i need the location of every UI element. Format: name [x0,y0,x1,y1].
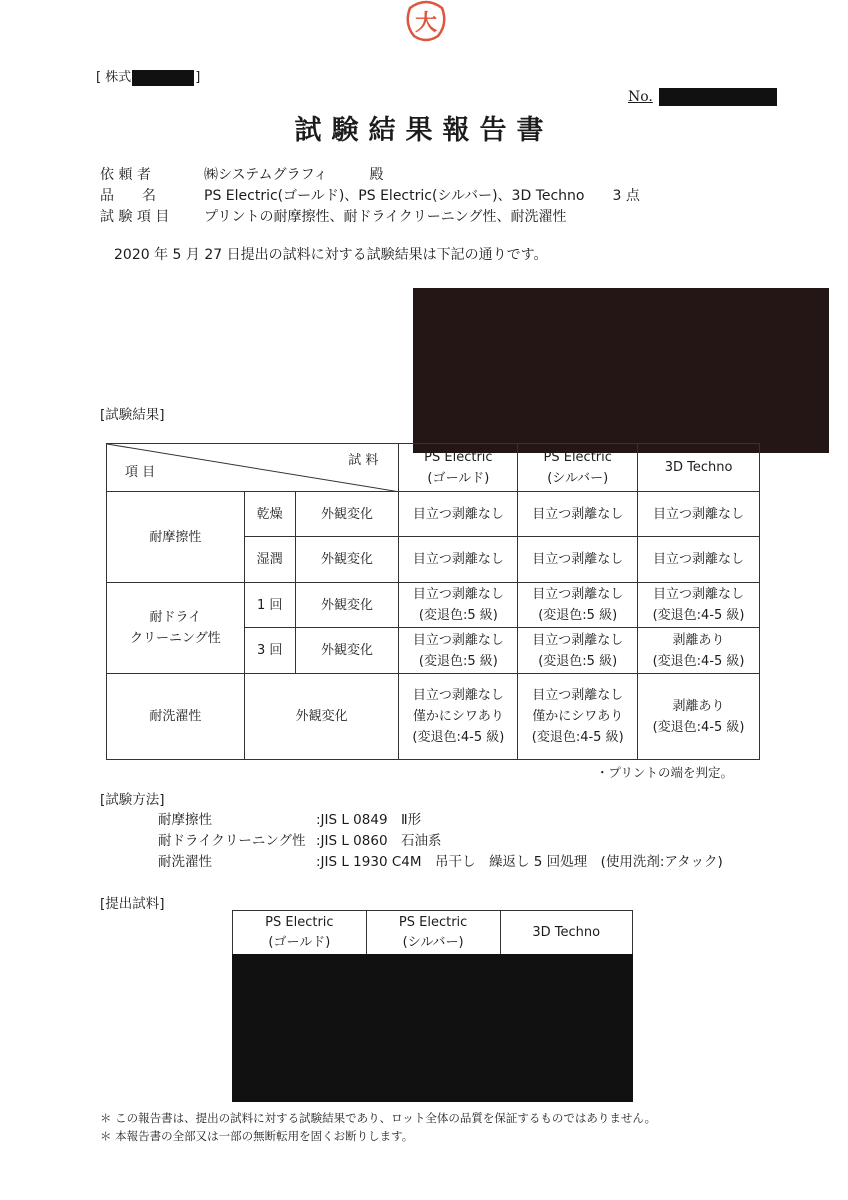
check-cell: 外観変化 [295,492,399,537]
result-cell: 目立つ剥離なし [399,537,518,583]
methods-heading: [試験方法] [100,792,165,808]
sample-header: PS Electric (シルバー) [366,911,500,956]
samples-heading: [提出試料] [100,896,165,912]
result-cell: 剥離あり (変退色:4-5 級) [638,674,760,760]
category-abrasion: 耐摩擦性 [107,492,245,583]
intro-text: 2020 年 5 月 27 日提出の試料に対する試験結果は下記の通りです。 [114,247,548,263]
results-heading: [試験結果] [100,407,165,423]
redaction-block [232,954,633,1102]
sample-header: 3D Techno [500,911,633,956]
redaction-block [132,70,194,86]
result-cell: 目立つ剥離なし [518,492,638,537]
table-note: ・プリントの端を判定。 [596,765,734,780]
result-cell: 目立つ剥離なし 僅かにシワあり (変退色:4-5 級) [518,674,638,760]
company-seal [404,0,448,42]
method-row: 耐ドライクリーニング性 :JIS L 0860 石油系 [158,833,442,849]
check-cell: 外観変化 [295,537,399,583]
result-cell: 目立つ剥離なし [638,537,760,583]
result-cell: 目立つ剥離なし (変退色:5 級) [518,628,638,674]
result-cell: 目立つ剥離なし [638,492,760,537]
info-test-items: 試 験 項 目 プリントの耐摩擦性、耐ドライクリーニング性、耐洗濯性 [100,209,567,225]
info-product: 品 名 PS Electric(ゴールド)、PS Electric(シルバー)、3D Techno 3 点 [100,188,640,204]
footnote: ＊ この報告書は、提出の試料に対する試験結果であり、ロット全体の品質を保証するものではありません。 [100,1111,657,1125]
client-company-label: [ 株式 ] [96,70,201,85]
condition-cell: 1 回 [244,583,295,628]
category-dry-cleaning: 耐ドライ クリーニング性 [107,583,245,674]
samples-table [232,910,633,956]
method-row: 耐摩擦性 :JIS L 0849 Ⅱ形 [158,812,422,828]
sample-header: PS Electric (ゴールド) [233,911,367,956]
check-cell: 外観変化 [244,674,399,760]
footnote: ＊ 本報告書の全部又は一部の無断転用を固くお断りします。 [100,1129,414,1143]
corner-header: 試 料 項 目 [107,444,399,492]
column-header: PS Electric (シルバー) [518,444,638,492]
results-table [106,443,760,760]
result-cell: 目立つ剥離なし (変退色:5 級) [399,628,518,674]
condition-cell: 乾燥 [244,492,295,537]
result-cell: 目立つ剥離なし [399,492,518,537]
column-header: PS Electric (ゴールド) [399,444,518,492]
category-washing: 耐洗濯性 [107,674,245,760]
info-requester: 依 頼 者 ㈱システムグラフィ 殿 [100,167,384,183]
condition-cell: 湿潤 [244,537,295,583]
result-cell: 剥離あり (変退色:4-5 級) [638,628,760,674]
result-cell: 目立つ剥離なし 僅かにシワあり (変退色:4-5 級) [399,674,518,760]
method-row: 耐洗濯性 :JIS L 1930 C4M 吊干し 繰返し 5 回処理 (使用洗剤:アタック) [158,854,723,870]
svg-text:大: 大 [414,11,438,36]
redaction-block [659,88,777,106]
redaction-block [413,288,829,453]
column-header: 3D Techno [638,444,760,492]
check-cell: 外観変化 [295,583,399,628]
result-cell: 目立つ剥離なし (変退色:4-5 級) [638,583,760,628]
condition-cell: 3 回 [244,628,295,674]
check-cell: 外観変化 [295,628,399,674]
result-cell: 目立つ剥離なし (変退色:5 級) [518,583,638,628]
result-cell: 目立つ剥離なし [518,537,638,583]
document-number: No. [628,88,777,106]
page-title: 試験結果報告書 [294,115,554,146]
result-cell: 目立つ剥離なし (変退色:5 級) [399,583,518,628]
